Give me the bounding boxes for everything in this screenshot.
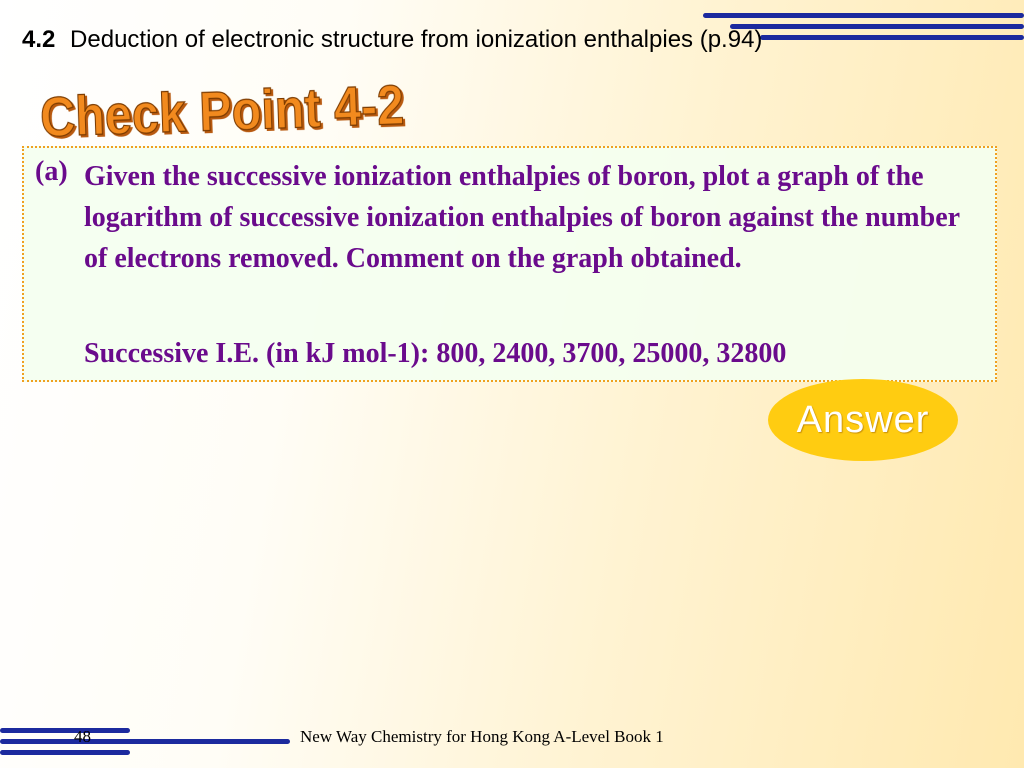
question-label: (a): [35, 156, 68, 187]
answer-button[interactable]: Answer: [768, 379, 958, 461]
checkpoint-title-text: Check Point 4-2: [39, 70, 462, 149]
decorative-bar: [703, 13, 1024, 18]
slide-title: Deduction of electronic structure from ionization enthalpies (p.94): [70, 26, 763, 53]
page-number: 48: [74, 727, 91, 746]
decorative-bar: [760, 35, 1024, 40]
section-number: 4.2: [22, 26, 56, 53]
question-box: [22, 146, 997, 382]
checkpoint-title: [34, 58, 462, 150]
decorative-bar: [0, 739, 290, 744]
slide-heading: [22, 26, 762, 54]
ionization-data: Successive I.E. (in kJ mol-1): 800, 2400, 3700, 25000, 32800: [84, 338, 787, 369]
book-title: New Way Chemistry for Hong Kong A-Level Book 1: [300, 727, 664, 746]
decorative-bar: [0, 728, 130, 733]
question-text: Given the successive ionization enthalpies of boron, plot a graph of the logarithm of successive ionization enthalpies of boron against the number of electrons removed. Comment on the graph obtained.: [84, 161, 960, 274]
decorative-bar: [730, 24, 1024, 29]
decorative-bar: [0, 750, 130, 755]
